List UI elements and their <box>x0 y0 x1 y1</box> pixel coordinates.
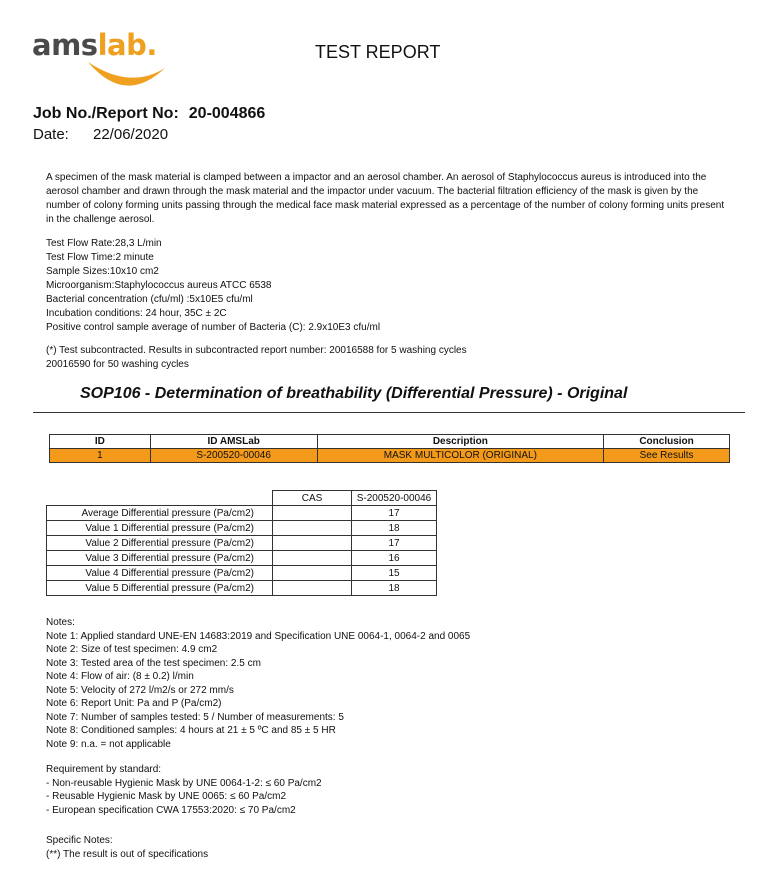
condition-line: Sample Sizes:10x10 cm2 <box>46 266 159 277</box>
sample-table-header <box>50 435 730 449</box>
requirement-line: - Reusable Hygienic Mask by UNE 0065: ≤ 60 Pa/cm2 <box>46 791 287 802</box>
notes-heading: Notes: <box>46 617 75 628</box>
note-line: Note 1: Applied standard UNE-EN 14683:2019 and Specification UNE 0064-1, 0064-2 and 0065 <box>46 630 471 642</box>
row-label: Value 5 Differential pressure (Pa/cm2) <box>47 581 273 596</box>
test-conditions <box>46 237 380 335</box>
row-label: Average Differential pressure (Pa/cm2) <box>47 506 273 521</box>
row-cas <box>273 536 352 551</box>
requirement-line: - Non-reusable Hygienic Mask by UNE 0064-1-2: ≤ 60 Pa/cm2 <box>46 777 322 789</box>
row-value: 15 <box>352 566 437 581</box>
table-row <box>50 449 730 463</box>
table-row <box>47 506 437 521</box>
logo-text-ams: ams <box>32 28 98 62</box>
intro-paragraph: A specimen of the mask material is clamped between a impactor and an aerosol chamber. An aerosol of Staphylococcus aureus is introduced into the aerosol chamber and drawn through the mask material and the impactor under vacuum. The bacterial filtration efficiency of the mask is given by the number of colony forming units passing through the medical face mask material expressed as a percentage of the number of colony forming units present in the challenge aerosol. <box>46 172 725 225</box>
row-cas <box>273 566 352 581</box>
sample-table <box>49 434 730 463</box>
row-cas <box>273 506 352 521</box>
section-divider <box>33 412 745 413</box>
logo-text-lab: lab <box>97 28 147 62</box>
specific-notes-heading: Specific Notes: <box>46 835 113 846</box>
date-label: Date: <box>33 126 69 143</box>
table-row <box>47 536 437 551</box>
header-spacer <box>47 491 273 506</box>
job-number-label: Job No./Report No: <box>33 105 179 122</box>
job-number-value: 20-004866 <box>188 105 266 122</box>
cell-id-amslab: S-200520-00046 <box>150 449 317 463</box>
table-row <box>47 551 437 566</box>
date-value: 22/06/2020 <box>93 126 169 143</box>
note-line: Note 9: n.a. = not applicable <box>46 738 171 750</box>
row-label: Value 1 Differential pressure (Pa/cm2) <box>47 521 273 536</box>
date-line <box>33 126 168 143</box>
condition-line: Test Flow Time:2 minute <box>46 252 154 263</box>
condition-line: Microorganism:Staphylococcus aureus ATCC 6538 <box>46 280 272 291</box>
note-line: Note 3: Tested area of the test specimen: 2.5 cm <box>46 657 261 669</box>
section-title: SOP106 - Determination of breathability (Differential Pressure) - Original <box>80 385 628 402</box>
condition-line: Bacterial concentration (cfu/ml) :5x10E5 cfu/ml <box>46 294 253 305</box>
cell-description: MASK MULTICOLOR (ORIGINAL) <box>317 449 604 463</box>
condition-line: Test Flow Rate:28,3 L/min <box>46 238 162 249</box>
note-line: Note 8: Conditioned samples: 4 hours at 21 ± 5 ºC and 85 ± 5 HR <box>46 725 336 736</box>
header-sample-id: S-200520-00046 <box>352 491 437 506</box>
table-row <box>47 566 437 581</box>
row-value: 18 <box>352 581 437 596</box>
row-label: Value 4 Differential pressure (Pa/cm2) <box>47 566 273 581</box>
row-cas <box>273 581 352 596</box>
header-cas: CAS <box>273 491 352 506</box>
condition-line: Positive control sample average of number of Bacteria (C): 2.9x10E3 cfu/ml <box>46 322 381 333</box>
note-line: Note 2: Size of test specimen: 4.9 cm2 <box>46 644 218 655</box>
row-cas <box>273 551 352 566</box>
header-conclusion: Conclusion <box>604 435 730 449</box>
condition-line: Incubation conditions: 24 hour, 35C ± 2C <box>46 308 227 319</box>
row-label: Value 3 Differential pressure (Pa/cm2) <box>47 551 273 566</box>
row-cas <box>273 521 352 536</box>
header-id: ID <box>50 435 151 449</box>
results-table <box>46 490 437 596</box>
row-label: Value 2 Differential pressure (Pa/cm2) <box>47 536 273 551</box>
results-header <box>47 491 437 506</box>
row-value: 17 <box>352 506 437 521</box>
logo-dot: . <box>146 28 157 62</box>
subcontract-note <box>46 344 467 372</box>
row-value: 17 <box>352 536 437 551</box>
note-line: Note 5: Velocity of 272 l/m2/s or 272 mm/s <box>46 684 234 696</box>
amslab-logo <box>30 18 180 98</box>
requirements-block <box>46 763 322 817</box>
cell-id: 1 <box>50 449 151 463</box>
header-description: Description <box>317 435 604 449</box>
note-line: Note 4: Flow of air: (8 ± 0.2) l/min <box>46 671 194 682</box>
requirements-heading: Requirement by standard: <box>46 764 162 775</box>
requirement-line: - European specification CWA 17553:2020: ≤ 70 Pa/cm2 <box>46 804 296 816</box>
subcontract-line: (*) Test subcontracted. Results in subcontracted report number: 20016588 for 5 washing cycles <box>46 345 467 356</box>
table-row <box>47 581 437 596</box>
table-row <box>47 521 437 536</box>
note-line: Note 6: Report Unit: Pa and P (Pa/cm2) <box>46 698 222 709</box>
row-value: 18 <box>352 521 437 536</box>
logo-wordmark <box>32 28 157 62</box>
specific-notes-block <box>46 834 208 861</box>
note-line: Note 7: Number of samples tested: 5 / Number of measurements: 5 <box>46 711 344 723</box>
row-value: 16 <box>352 551 437 566</box>
specific-note-line: (**) The result is out of specifications <box>46 848 209 860</box>
cell-conclusion: See Results <box>604 449 730 463</box>
header-id-amslab: ID AMSLab <box>150 435 317 449</box>
subcontract-line: 20016590 for 50 washing cycles <box>46 359 189 370</box>
report-title: TEST REPORT <box>315 42 441 62</box>
job-number-line <box>33 105 265 123</box>
notes-block <box>46 616 470 751</box>
